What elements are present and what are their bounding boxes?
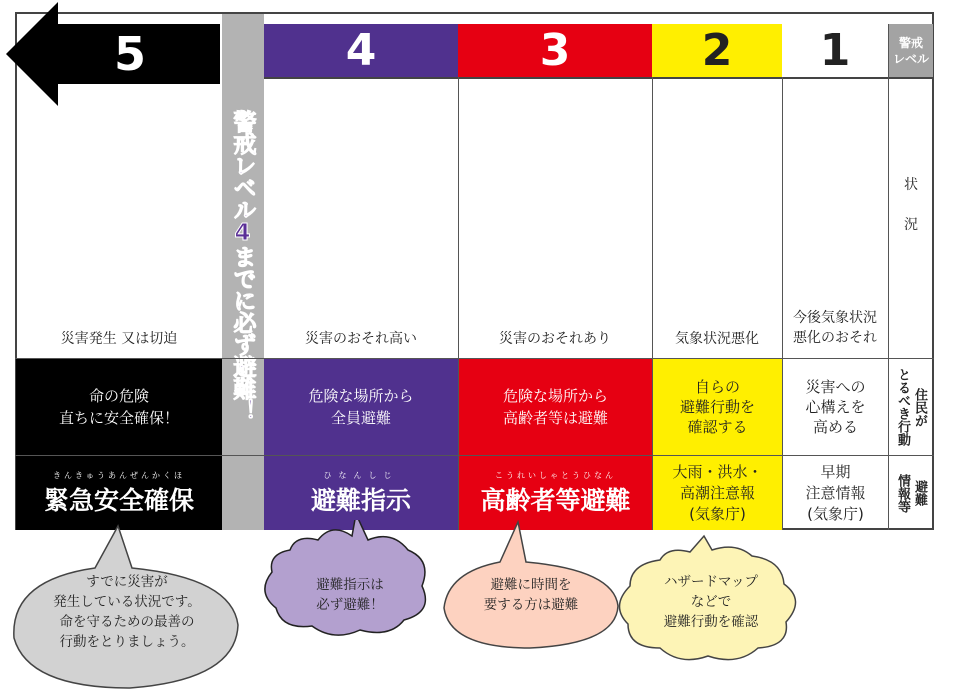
info-l4-ruby: ひなんしじ xyxy=(323,470,399,480)
level-5-number: 5 xyxy=(113,27,146,81)
banner-text: 警戒レベル4までに必ず避難！ xyxy=(229,109,256,421)
situation-l1: 今後気象状況 悪化のおそれ xyxy=(793,310,877,346)
situation-l2: 気象状況悪化 xyxy=(675,331,759,347)
action-l2: 自らの 避難行動を 確認する xyxy=(653,359,782,455)
info-l2: 大雨・洪水・ 高潮注意報 (気象庁) xyxy=(653,456,782,530)
header-divider xyxy=(222,77,934,79)
bubble-l5-text: すでに災害が 発生している状況です。 命を守るための最善の 行動をとりましょう。 xyxy=(53,574,201,650)
situation-l4: 災害のおそれ高い xyxy=(305,331,417,347)
action-l1: 災害への 心構えを 高める xyxy=(805,378,866,436)
row-label-action: 住民が とるべき行動 xyxy=(895,368,927,446)
info-l3-ruby: こうれいしゃとうひなん xyxy=(495,470,616,480)
info-l4 xyxy=(264,456,458,530)
situation-l3: 災害のおそれあり xyxy=(499,331,611,347)
info-l3 xyxy=(459,456,652,530)
info-l1: 早期 注意情報 (気象庁) xyxy=(805,462,866,523)
row-label-situation: 状 況 xyxy=(904,177,918,233)
level-1-header: 1 xyxy=(782,24,888,77)
info-l4-text: 避難指示 xyxy=(310,485,411,515)
action-l3: 危険な場所から 高齢者等は避難 xyxy=(459,359,652,455)
level-2-header: 2 xyxy=(652,24,782,77)
info-l5-text: 緊急安全確保 xyxy=(43,485,194,515)
level-4-header: 4 xyxy=(264,24,458,77)
bubble-l3-text: 避難に時間を 要する方は避難 xyxy=(483,577,579,613)
row-label-info: 避難 情報等 xyxy=(895,473,927,513)
action-l4: 危険な場所から 全員避難 xyxy=(264,359,458,455)
action-l5: 命の危険 直ちに安全確保！ xyxy=(16,359,222,455)
situation-l5: 災害発生 又は切迫 xyxy=(60,331,178,347)
info-l5-ruby: きんきゅうあんぜんかくほ xyxy=(53,470,185,480)
bubble-l4-text: 避難指示は 必ず避難！ xyxy=(316,577,384,613)
info-l5 xyxy=(16,456,222,530)
alert-level-label: 警戒 レベル xyxy=(889,24,933,77)
bubble-l2-text: ハザードマップ などで 避難行動を確認 xyxy=(663,574,759,630)
level-3-header: 3 xyxy=(458,24,652,77)
info-l3-text: 高齢者等避難 xyxy=(480,485,631,515)
